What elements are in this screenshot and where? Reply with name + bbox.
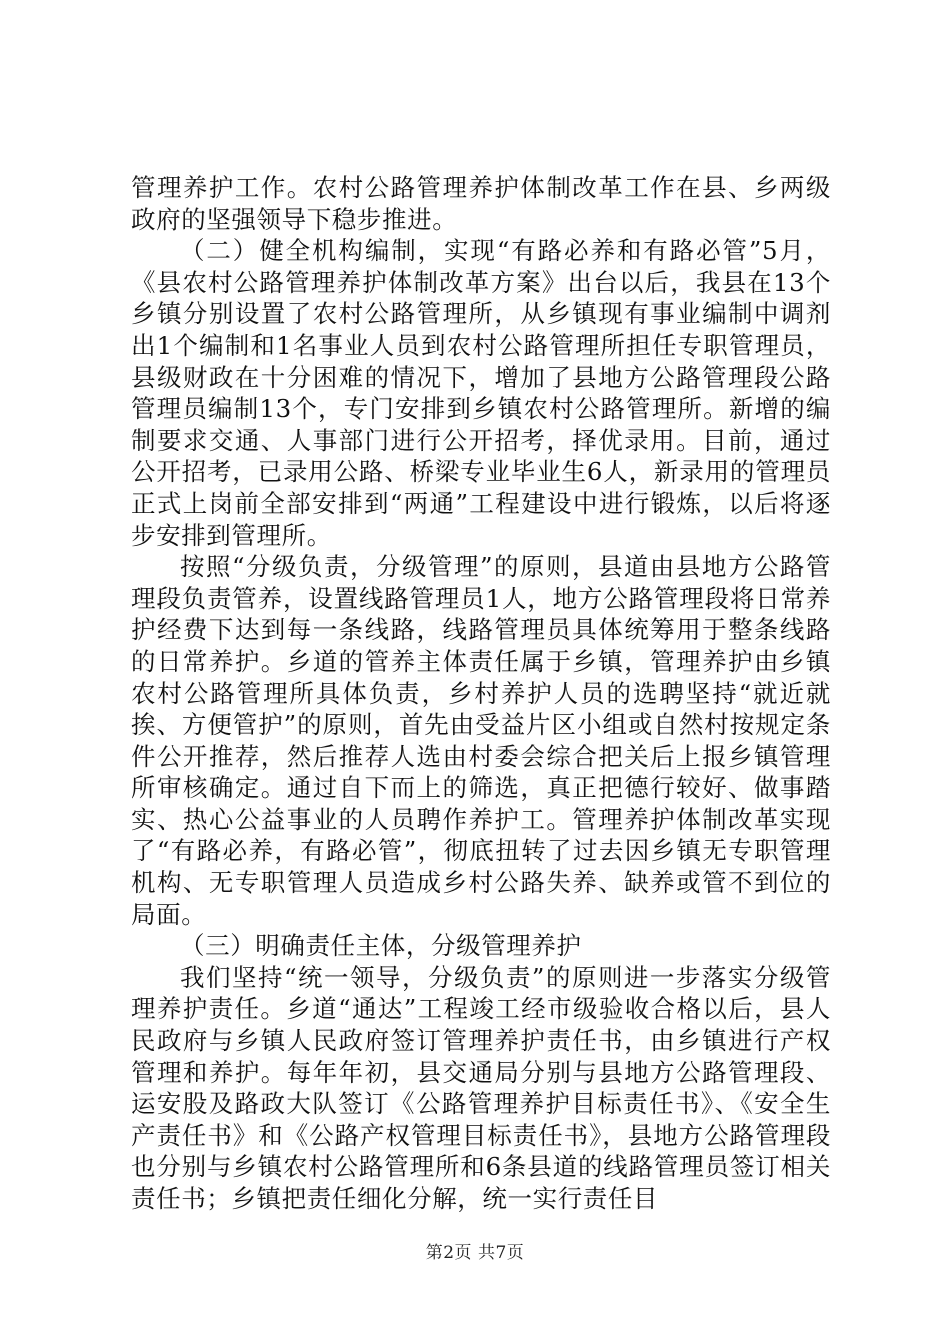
- section-heading-three: （三）明确责任主体，分级管理养护: [180, 931, 582, 961]
- paragraph-graded-management: 按照“分级负责，分级管理”的原则，县道由县地方公路管理段负责管养，设置线路管理员1人，地方公路管理段将日常养护经费下达到每一条线路，线路管理员具体统筹用于整条线路的日常养护。乡道的管养主体责任属于乡镇，管理养护由乡镇农村公路管理所具体负责，乡村养护人员的选聘坚持“就近就挨、方便管护”的原则，首先由受益片区小组或自然村按规定条件公开推荐，然后推荐人选由村委会综合把关后上报乡镇管理所审核确定。通过自下而上的筛选，真正把德行较好、做事踏实、热心公益事业的人员聘作养护工。管理养护体制改革实现了“有路必养，有路必管”，彻底扭转了过去因乡镇无专职管理机构、无专职管理人员造成乡村公路失养、缺养或管不到位的局面。: [131, 552, 831, 929]
- paragraph-section-two: （二）健全机构编制，实现“有路必养和有路必管”5月，《县农村公路管理养护体制改革方案》出台以后，我县在13个乡镇分别设置了农村公路管理所，从乡镇现有事业编制中调剂出1个编制和1名事业人员到农村公路管理所担任专职管理员，县级财政在十分困难的情况下，增加了县地方公路管理段公路管理员编制13个，专门安排到乡镇农村公路管理所。新增的编制要求交通、人事部门进行公开招考，择优录用。目前，通过公开招考，已录用公路、桥梁专业毕业生6人，新录用的管理员正式上岗前全部安排到“两通”工程建设中进行锻炼，以后将逐步安排到管理所。: [131, 236, 831, 550]
- paragraph-continuation: 管理养护工作。农村公路管理养护体制改革工作在县、乡两级政府的坚强领导下稳步推进。: [131, 173, 831, 234]
- paragraph-responsibility: 我们坚持“统一领导，分级负责”的原则进一步落实分级管理养护责任。乡道“通达”工程竣工经市级验收合格以后，县人民政府与乡镇人民政府签订管理养护责任书，由乡镇进行产权管理和养护。每年年初，县交通局分别与县地方公路管理段、运安股及路政大队签订《公路管理养护目标责任书》、《安全生产责任书》和《公路产权管理目标责任书》，县地方公路管理段也分别与乡镇农村公路管理所和6条县道的线路管理员签订相关责任书；乡镇把责任细化分解，统一实行责任目: [131, 962, 831, 1213]
- page-number-footer: 第2页 共7页: [425, 1243, 525, 1263]
- document-body: [131, 172, 831, 1215]
